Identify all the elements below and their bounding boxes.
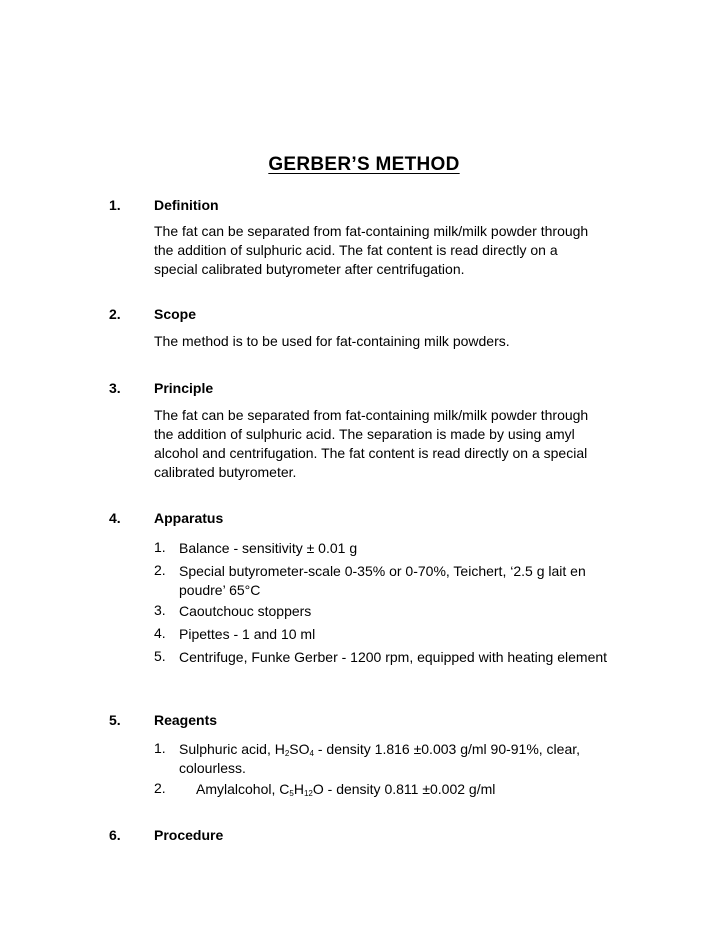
list-item: Balance - sensitivity ± 0.01 g [179, 540, 358, 556]
section-number: 6. [109, 827, 121, 843]
list-item-number: 2. [154, 562, 166, 578]
section-number: 3. [109, 380, 121, 396]
section-heading-apparatus: Apparatus [154, 510, 224, 526]
list-item: Caoutchouc stoppers [179, 603, 312, 619]
list-item-number: 2. [154, 780, 166, 796]
list-item-number: 5. [154, 648, 166, 664]
section-number: 5. [109, 712, 121, 728]
section-heading-definition: Definition [154, 197, 219, 213]
section-heading-principle: Principle [154, 380, 214, 396]
section-number: 4. [109, 510, 121, 526]
section-number: 2. [109, 306, 121, 322]
list-item-number: 3. [154, 602, 166, 618]
list-item: Sulphuric acid, $H_2SO_4$ - density 1.816 ±0.003 g/ml 90-91%, clear, colourless. [179, 741, 581, 776]
list-item: Pipettes - 1 and 10 ml [179, 626, 316, 642]
document-title: GERBER’S METHOD [268, 154, 460, 175]
section-number: 1. [109, 197, 121, 213]
section-heading-scope: Scope [154, 306, 197, 322]
list-item-number: 1. [154, 539, 166, 555]
list-item: Centrifuge, Funke Gerber - 1200 rpm, equipped with heating element [179, 649, 608, 665]
list-item: Amylalcohol, $C_5H_{12}O$ - density 0.811 ±0.002 g/ml [196, 781, 496, 798]
section-heading-reagents: Reagents [154, 712, 218, 728]
section-heading-procedure: Procedure [154, 827, 224, 843]
list-item: Special butyrometer-scale 0-35% or 0-70%, Teichert, ‘2.5 g lait en poudre’ 65°C [179, 563, 586, 598]
section-text-principle: The fat can be separated from fat-containing milk/milk powder through the addition of sulphuric acid. The separation is made by using amyl alcohol and centrifugation. The fat content is read directly on a special calibrated butyrometer. [154, 407, 589, 480]
section-text-definition: The fat can be separated from fat-containing milk/milk powder through the addition of sulphuric acid. The fat content is read directly on a special calibrated butyrometer after centrifugation. [154, 223, 589, 277]
section-text-scope: The method is to be used for fat-containing milk powders. [154, 333, 510, 349]
list-item-number: 4. [154, 625, 166, 641]
list-item-number: 1. [154, 740, 166, 756]
